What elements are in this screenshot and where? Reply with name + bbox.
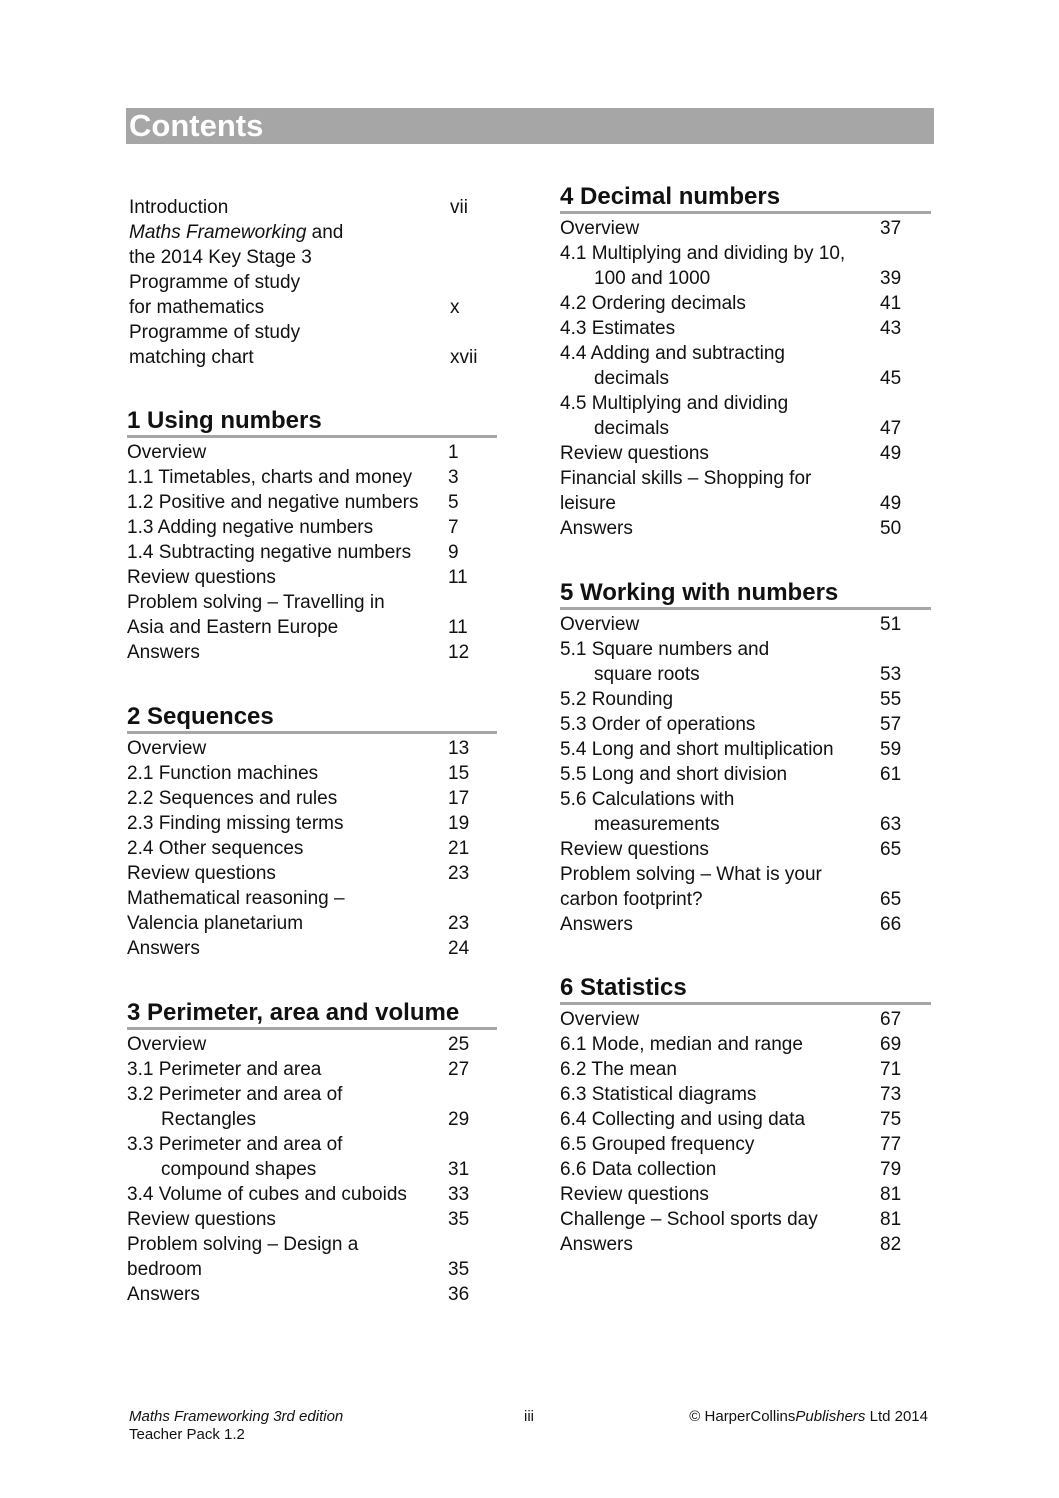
entry-title: Valencia planetarium — [127, 913, 304, 934]
toc-entry — [129, 220, 499, 245]
entry-title: decimals — [594, 418, 669, 439]
footer-pack: Teacher Pack 1.2 — [129, 1426, 245, 1443]
entry-page: 1 — [448, 442, 459, 463]
entry-page: x — [450, 297, 460, 318]
entry-page: 69 — [880, 1034, 902, 1055]
toc-entry — [560, 1182, 931, 1207]
entry-page: 67 — [880, 1009, 902, 1030]
entry-title: Review questions — [560, 1184, 709, 1205]
entry-page: 66 — [880, 914, 902, 935]
entry-title: carbon footprint? — [560, 889, 703, 910]
page-title: Contents — [129, 108, 264, 143]
toc-entry — [127, 590, 497, 615]
entry-page: 27 — [448, 1059, 470, 1080]
section-heading: 2 Sequences — [127, 703, 497, 734]
entry-page: 63 — [880, 814, 902, 835]
entry-title: 4.1 Multiplying and dividing by 10, — [560, 243, 846, 264]
entry-title: 3.1 Perimeter and area — [127, 1059, 322, 1080]
entry-title: 100 and 1000 — [594, 268, 711, 289]
entry-title: Rectangles — [161, 1109, 257, 1130]
entry-title: Answers — [127, 642, 200, 663]
toc-entry — [560, 1232, 931, 1257]
entry-title: Review questions — [127, 1209, 276, 1230]
toc-entry — [127, 761, 497, 786]
entry-title: Answers — [560, 518, 633, 539]
entry-title: 5.6 Calculations with — [560, 789, 735, 810]
entry-title — [129, 272, 300, 293]
toc-entry — [560, 1057, 931, 1082]
toc-entry — [127, 1082, 497, 1107]
entry-title: 4.4 Adding and subtracting — [560, 343, 786, 364]
entry-page: 17 — [448, 788, 470, 809]
entry-title: measurements — [594, 814, 720, 835]
toc-entry — [560, 812, 931, 837]
entry-page: 43 — [880, 318, 902, 339]
toc-entry — [127, 1207, 497, 1232]
entry-page: 57 — [880, 714, 902, 735]
entry-page: 77 — [880, 1134, 902, 1155]
toc-entry — [560, 291, 931, 316]
entry-title: 1.2 Positive and negative numbers — [127, 492, 419, 513]
entry-title: 1.1 Timetables, charts and money — [127, 467, 413, 488]
entry-page: 61 — [880, 764, 902, 785]
entry-title: Review questions — [560, 839, 709, 860]
toc-entry — [127, 1132, 497, 1157]
entry-title — [129, 197, 228, 218]
entry-title-part: and — [306, 222, 344, 243]
entry-page: 47 — [880, 418, 902, 439]
entry-title: Review questions — [560, 443, 709, 464]
toc-entry — [129, 270, 499, 295]
toc-entry — [560, 912, 931, 937]
entry-title: Overview — [127, 1034, 207, 1055]
entry-title: 1.3 Adding negative numbers — [127, 517, 374, 538]
footer-page-number: iii — [524, 1408, 534, 1425]
toc-entry — [127, 565, 497, 590]
entry-title: 6.4 Collecting and using data — [560, 1109, 806, 1130]
entry-page: 53 — [880, 664, 902, 685]
toc-entry — [127, 615, 497, 640]
entry-title: 2.4 Other sequences — [127, 838, 304, 859]
toc-entry — [560, 391, 931, 416]
footer-copyright — [689, 1408, 928, 1426]
toc-entry — [127, 1282, 497, 1307]
entry-page: 29 — [448, 1109, 470, 1130]
toc-entry — [127, 1107, 497, 1132]
entry-title: 1.4 Subtracting negative numbers — [127, 542, 412, 563]
entry-page: 15 — [448, 763, 470, 784]
toc-entry — [560, 266, 931, 291]
entry-page: 59 — [880, 739, 902, 760]
entry-title: Review questions — [127, 567, 276, 588]
entry-title: decimals — [594, 368, 669, 389]
entry-title: 6.3 Statistical diagrams — [560, 1084, 757, 1105]
entry-page: 41 — [880, 293, 902, 314]
toc-entry — [560, 341, 931, 366]
toc-entry — [560, 687, 931, 712]
entry-page: vii — [450, 197, 468, 218]
entry-page: 11 — [448, 567, 468, 588]
toc-entry — [127, 1057, 497, 1082]
entry-page: 79 — [880, 1159, 902, 1180]
toc-entry — [560, 441, 931, 466]
footer-book-title: Maths Frameworking 3rd edition — [129, 1408, 344, 1425]
entry-page: 3 — [448, 467, 459, 488]
toc-entry — [127, 540, 497, 565]
toc-entry — [560, 216, 931, 241]
entry-page: 23 — [448, 913, 470, 934]
toc-entry — [127, 811, 497, 836]
entry-page: 31 — [448, 1159, 470, 1180]
entry-page: 49 — [880, 493, 902, 514]
entry-page: 25 — [448, 1034, 470, 1055]
entry-title: 3.3 Perimeter and area of — [127, 1134, 343, 1155]
toc-entry — [127, 786, 497, 811]
copyright-text: © HarperCollins — [689, 1408, 796, 1425]
section-1 — [127, 407, 497, 665]
toc-entry — [129, 245, 499, 270]
section-6 — [560, 974, 931, 1257]
entry-title: 5.3 Order of operations — [560, 714, 756, 735]
entry-title: Mathematical reasoning – — [127, 888, 345, 909]
toc-entry — [560, 1082, 931, 1107]
entry-page: 81 — [880, 1209, 902, 1230]
entry-title: 6.1 Mode, median and range — [560, 1034, 803, 1055]
toc-entry — [560, 241, 931, 266]
entry-title: 4.5 Multiplying and dividing — [560, 393, 789, 414]
entry-page: 11 — [448, 617, 468, 638]
entry-title: 3.4 Volume of cubes and cuboids — [127, 1184, 407, 1205]
entry-page: 65 — [880, 889, 902, 910]
entry-page: 12 — [448, 642, 470, 663]
footer-left — [129, 1408, 343, 1444]
entry-page: 23 — [448, 863, 470, 884]
entry-title: Overview — [560, 1009, 640, 1030]
toc-entry — [127, 1257, 497, 1282]
entry-title: compound shapes — [161, 1159, 317, 1180]
entry-title: 5.5 Long and short division — [560, 764, 788, 785]
entry-title: Overview — [560, 614, 640, 635]
toc-entry — [129, 320, 499, 345]
toc-entry — [560, 637, 931, 662]
entry-title — [129, 297, 264, 318]
toc-entry — [127, 640, 497, 665]
section-heading: 6 Statistics — [560, 974, 931, 1005]
section-2 — [127, 703, 497, 961]
entry-title: Problem solving – Design a — [127, 1234, 359, 1255]
section-3 — [127, 999, 497, 1307]
entry-page: 39 — [880, 268, 902, 289]
toc-entry — [127, 1182, 497, 1207]
copyright-year: Ltd 2014 — [865, 1408, 928, 1425]
toc-entry — [560, 1007, 931, 1032]
section-5 — [560, 579, 931, 937]
toc-entry — [560, 466, 931, 491]
toc-entry — [560, 662, 931, 687]
toc-entry — [127, 861, 497, 886]
toc-entry — [560, 1207, 931, 1232]
entry-title — [129, 222, 343, 243]
entry-page: 73 — [880, 1084, 902, 1105]
toc-entry — [127, 936, 497, 961]
entry-page: 51 — [880, 614, 902, 635]
toc-entry — [560, 1157, 931, 1182]
entry-title — [129, 247, 312, 268]
entry-page: xvii — [450, 347, 478, 368]
toc-entry — [127, 1232, 497, 1257]
toc-entry — [127, 515, 497, 540]
entry-page: 81 — [880, 1184, 902, 1205]
entry-page: 35 — [448, 1259, 470, 1280]
entry-title-part: Programme of study — [129, 322, 301, 343]
toc-entry — [127, 1157, 497, 1182]
entry-title: Answers — [127, 938, 200, 959]
section-heading: 3 Perimeter, area and volume — [127, 999, 497, 1030]
toc-entry — [560, 737, 931, 762]
toc-entry — [129, 295, 499, 320]
toc-entry — [127, 440, 497, 465]
entry-page: 50 — [880, 518, 902, 539]
entry-title: Overview — [127, 738, 207, 759]
entry-page: 55 — [880, 689, 902, 710]
section-heading: 1 Using numbers — [127, 407, 497, 438]
contents-title-bar — [126, 108, 934, 144]
entry-page: 37 — [880, 218, 902, 239]
toc-entry — [127, 465, 497, 490]
toc-entry — [129, 195, 499, 220]
entry-title: Challenge – School sports day — [560, 1209, 818, 1230]
toc-entry — [560, 516, 931, 541]
copyright-publisher: Publishers — [795, 1408, 866, 1425]
entry-title: 4.2 Ordering decimals — [560, 293, 746, 314]
toc-entry — [127, 490, 497, 515]
toc-entry — [127, 836, 497, 861]
entry-page: 19 — [448, 813, 470, 834]
toc-entry — [560, 612, 931, 637]
entry-page: 33 — [448, 1184, 470, 1205]
entry-title: 5.4 Long and short multiplication — [560, 739, 834, 760]
section-4 — [560, 183, 931, 541]
entry-title: Overview — [127, 442, 207, 463]
toc-entry — [127, 1032, 497, 1057]
toc-entry — [560, 1032, 931, 1057]
entry-title: 2.2 Sequences and rules — [127, 788, 338, 809]
entry-title: Review questions — [127, 863, 276, 884]
entry-page: 82 — [880, 1234, 902, 1255]
entry-page: 65 — [880, 839, 902, 860]
entry-page: 49 — [880, 443, 902, 464]
entry-page: 75 — [880, 1109, 902, 1130]
entry-title — [129, 322, 300, 343]
entry-title: square roots — [594, 664, 700, 685]
entry-title: Answers — [560, 914, 633, 935]
entry-title — [129, 347, 254, 368]
entry-title: 2.1 Function machines — [127, 763, 319, 784]
entry-title: Overview — [560, 218, 640, 239]
entry-page: 5 — [448, 492, 459, 513]
entry-title-part: for mathematics — [129, 297, 265, 318]
entry-page: 36 — [448, 1284, 470, 1305]
entry-title: 5.1 Square numbers and — [560, 639, 770, 660]
toc-entry — [560, 1132, 931, 1157]
entry-title: Asia and Eastern Europe — [127, 617, 339, 638]
entry-title: 5.2 Rounding — [560, 689, 674, 710]
toc-entry — [560, 787, 931, 812]
section-heading: 5 Working with numbers — [560, 579, 931, 610]
section-heading: 4 Decimal numbers — [560, 183, 931, 214]
entry-title: 6.5 Grouped frequency — [560, 1134, 755, 1155]
toc-entry — [560, 366, 931, 391]
entry-title: Problem solving – Travelling in — [127, 592, 385, 613]
intro-list — [129, 195, 499, 370]
entry-page: 45 — [880, 368, 902, 389]
toc-entry — [127, 911, 497, 936]
toc-entry — [560, 762, 931, 787]
entry-title-part: Maths Frameworking — [129, 222, 307, 243]
entry-title: 4.3 Estimates — [560, 318, 676, 339]
entry-title-part: matching chart — [129, 347, 254, 368]
toc-entry — [560, 862, 931, 887]
toc-entry — [129, 345, 499, 370]
entry-title: Problem solving – What is your — [560, 864, 822, 885]
toc-entry — [560, 837, 931, 862]
entry-title-part: Programme of study — [129, 272, 301, 293]
entry-page: 24 — [448, 938, 470, 959]
entry-title: 3.2 Perimeter and area of — [127, 1084, 343, 1105]
toc-entry — [127, 886, 497, 911]
entry-title: 2.3 Finding missing terms — [127, 813, 344, 834]
entry-title: Answers — [560, 1234, 633, 1255]
toc-entry — [560, 316, 931, 341]
toc-entry — [560, 712, 931, 737]
entry-page: 9 — [448, 542, 459, 563]
toc-entry — [127, 736, 497, 761]
entry-title: leisure — [560, 493, 616, 514]
entry-title: 6.6 Data collection — [560, 1159, 717, 1180]
entry-title-part: Introduction — [129, 197, 229, 218]
toc-entry — [560, 416, 931, 441]
toc-entry — [560, 887, 931, 912]
entry-page: 35 — [448, 1209, 470, 1230]
entry-page: 71 — [880, 1059, 902, 1080]
entry-title: Answers — [127, 1284, 200, 1305]
toc-entry — [560, 491, 931, 516]
entry-page: 21 — [448, 838, 470, 859]
entry-title-part: the 2014 Key Stage 3 — [129, 247, 312, 268]
entry-page: 7 — [448, 517, 459, 538]
toc-entry — [560, 1107, 931, 1132]
entry-title: Financial skills – Shopping for — [560, 468, 812, 489]
entry-page: 13 — [448, 738, 470, 759]
entry-title: 6.2 The mean — [560, 1059, 677, 1080]
entry-title: bedroom — [127, 1259, 202, 1280]
